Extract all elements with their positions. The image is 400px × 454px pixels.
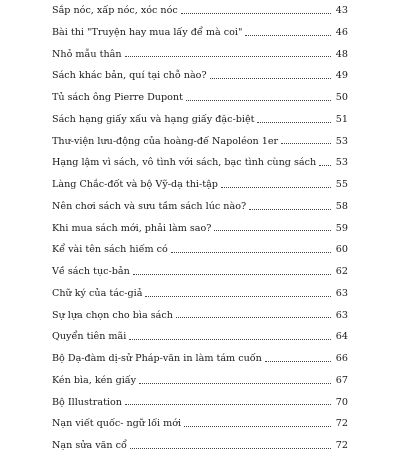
toc-entry-title: Kể vài tên sách hiếm có <box>52 244 168 256</box>
toc-entry-page: 72 <box>335 440 348 452</box>
toc-entry-page: 53 <box>335 157 348 169</box>
toc-entry-title: Kén bìa, kén giấy <box>52 374 137 386</box>
toc-entry-title: Chữ ký của tác-giả <box>52 287 143 299</box>
toc-entry-page: 70 <box>335 396 348 408</box>
toc-entry <box>52 106 348 128</box>
toc-entry-title: Nên chơi sách và sưu tầm sách lúc nào? <box>52 200 247 212</box>
toc-entry <box>52 149 348 171</box>
toc-entry-title: Thư-viện lưu-động của hoàng-đế Napoléon 1er <box>52 135 279 147</box>
toc-entry <box>52 128 348 150</box>
toc-entry-page: 46 <box>335 26 348 38</box>
toc-entry-page: 50 <box>335 92 348 104</box>
toc-entry <box>52 193 348 215</box>
toc-entry <box>52 367 348 389</box>
toc-entry <box>52 323 348 345</box>
toc-entry <box>52 410 348 432</box>
toc-entry-page: 60 <box>335 244 348 256</box>
toc-entry-page: 55 <box>335 179 348 191</box>
dot-leader <box>210 77 331 79</box>
dot-leader <box>171 251 331 253</box>
toc-entry-page: 62 <box>335 266 348 278</box>
toc-entry <box>52 236 348 258</box>
dot-leader <box>184 425 331 427</box>
toc-entry-page: 58 <box>335 200 348 212</box>
toc-entry-page: 43 <box>335 5 348 17</box>
dot-leader <box>139 382 331 384</box>
dot-leader <box>176 316 331 318</box>
toc-entry <box>52 345 348 367</box>
toc-entry-page: 63 <box>335 287 348 299</box>
toc-entry-title: Quyển tiên mãi <box>52 331 127 343</box>
dot-leader <box>186 99 331 101</box>
toc-entry <box>52 171 348 193</box>
toc-entry-title: Tủ sách ông Pierre Dupont <box>52 92 183 104</box>
toc-entry-title: Làng Chắc-đốt và bộ Vỹ-dạ thi-tập <box>52 179 218 191</box>
dot-leader <box>125 403 331 405</box>
toc-entry <box>52 215 348 237</box>
toc-entry-title: Sắp nóc, xấp nóc, xóc nóc <box>52 5 178 17</box>
toc-entry <box>52 41 348 63</box>
toc-entry-page: 63 <box>335 309 348 321</box>
toc-entry-title: Nạn sửa văn cổ <box>52 440 127 452</box>
toc-entry-page: 51 <box>335 113 348 125</box>
toc-entry-page: 66 <box>335 353 348 365</box>
toc-entry-page: 72 <box>335 418 348 430</box>
toc-entry <box>52 302 348 324</box>
toc-entry-title: Bộ Dạ-đàm dị-sử Pháp-văn in làm tám cuốn <box>52 353 262 365</box>
dot-leader <box>319 164 331 166</box>
toc-entry-page: 64 <box>335 331 348 343</box>
dot-leader <box>129 338 331 340</box>
toc-entry-title: Sách hạng giấy xấu và hạng giấy đặc-biệt <box>52 113 255 125</box>
dot-leader <box>265 360 331 362</box>
dot-leader <box>257 121 331 123</box>
toc-entry <box>52 19 348 41</box>
toc-entry <box>52 280 348 302</box>
toc-entry-title: Nhỏ mẫu thân <box>52 48 122 60</box>
toc-entry-title: Khi mua sách mới, phải làm sao? <box>52 222 212 234</box>
dot-leader <box>130 447 331 449</box>
toc-entry-title: Nạn viết quốc- ngữ lối mới <box>52 418 182 430</box>
toc-entry-title: Về sách tục-bản <box>52 266 130 278</box>
table-of-contents <box>52 0 348 454</box>
toc-entry-page: 49 <box>335 70 348 82</box>
toc-entry-page: 53 <box>335 135 348 147</box>
toc-entry <box>52 389 348 411</box>
toc-entry-title: Bài thi "Truyện hay mua lấy để mà coi" <box>52 26 243 38</box>
dot-leader <box>145 295 331 297</box>
dot-leader <box>245 34 331 36</box>
dot-leader <box>221 186 331 188</box>
dot-leader <box>125 55 331 57</box>
toc-entry-title: Hạng lậm vì sách, vô tình với sách, bạc tình cùng sách <box>52 157 317 169</box>
toc-entry-page: 48 <box>335 48 348 60</box>
toc-entry <box>52 62 348 84</box>
dot-leader <box>181 12 331 14</box>
toc-entry <box>52 432 348 454</box>
dot-leader <box>249 208 331 210</box>
dot-leader <box>281 142 331 144</box>
toc-entry-title: Sách khác bản, quí tại chỗ nào? <box>52 70 207 82</box>
toc-entry <box>52 0 348 19</box>
toc-entry-page: 59 <box>335 222 348 234</box>
dot-leader <box>133 273 331 275</box>
dot-leader <box>214 229 331 231</box>
toc-entry <box>52 84 348 106</box>
toc-entry <box>52 258 348 280</box>
toc-entry-page: 67 <box>335 374 348 386</box>
toc-entry-title: Sự lựa chọn cho bìa sách <box>52 309 173 321</box>
toc-entry-title: Bộ Illustration <box>52 396 122 408</box>
